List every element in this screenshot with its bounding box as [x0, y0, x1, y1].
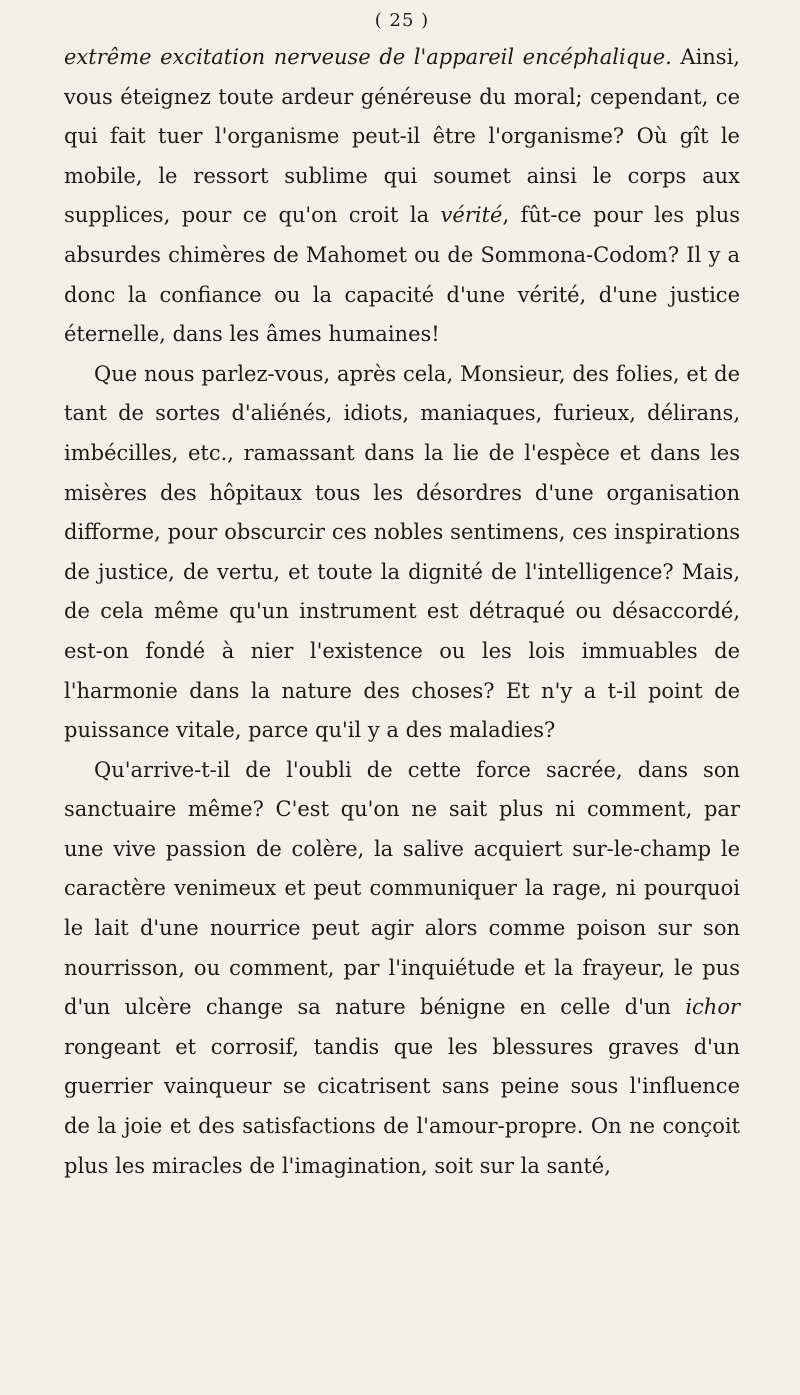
- body-text: [64, 38, 740, 1186]
- text-run: Ainsi, vous éteignez toute ardeur généreuse du moral; cependant, ce qui fait tuer l'organisme peut-il être l'organisme? Où gît le mobile, le ressort sublime qui soumet ainsi le corps aux supplices, pour ce qu'on croit la: [64, 45, 740, 228]
- text-run: , fût-ce pour les plus absurdes chimères de Mahomet ou de Sommona-Codom? Il y a donc la confiance ou la capacité d'une vérité, d'une justice éternelle, dans les âmes humaines!: [64, 203, 740, 347]
- text-run: Que nous parlez-vous, après cela, Monsieur, des folies, et de tant de sortes d'aliénés, idiots, maniaques, furieux, délirans, imbécilles, etc., ramassant dans la lie de l'espèce et dans les misères des hôpitaux tous les désordres d'une organisation difforme, pour obscurcir ces nobles sentimens, ces inspirations de justice, de vertu, et toute la dignité de l'intelligence? Mais, de cela même qu'un instrument est détraqué ou désaccordé, est-on fondé à nier l'existence ou les lois immuables de l'harmonie dans la nature des choses? Et n'y a t-il point de puissance vitale, parce qu'il y a des maladies?: [64, 361, 740, 743]
- italic-text: ichor: [685, 995, 740, 1020]
- text-run: rongeant et corrosif, tandis que les blessures graves d'un guerrier vainqueur se cicatrisent sans peine sous l'influence de la joie et des satisfactions de l'amour-propre. On ne conçoit plus les miracles de l'imagination, soit sur la santé,: [64, 1034, 740, 1178]
- paragraph: [64, 355, 740, 751]
- italic-text: vérité: [440, 203, 503, 228]
- text-run: Qu'arrive-t-il de l'oubli de cette force sacrée, dans son sanctuaire même? C'est qu'on ne sait plus ni comment, par une vive passion de colère, la salive acquiert sur-le-champ le caractère venimeux et peut communiquer la rage, ni pourquoi le lait d'une nourrice peut agir alors comme poison sur son nourrisson, ou comment, par l'inquiétude et la frayeur, le pus d'un ulcère change sa nature bénigne en celle d'un: [64, 757, 740, 1020]
- page-number: ( 25 ): [374, 10, 430, 31]
- italic-text: extrême excitation nerveuse de l'appareil encéphalique.: [64, 45, 672, 69]
- paragraph: [64, 38, 740, 355]
- paragraph: [64, 751, 740, 1187]
